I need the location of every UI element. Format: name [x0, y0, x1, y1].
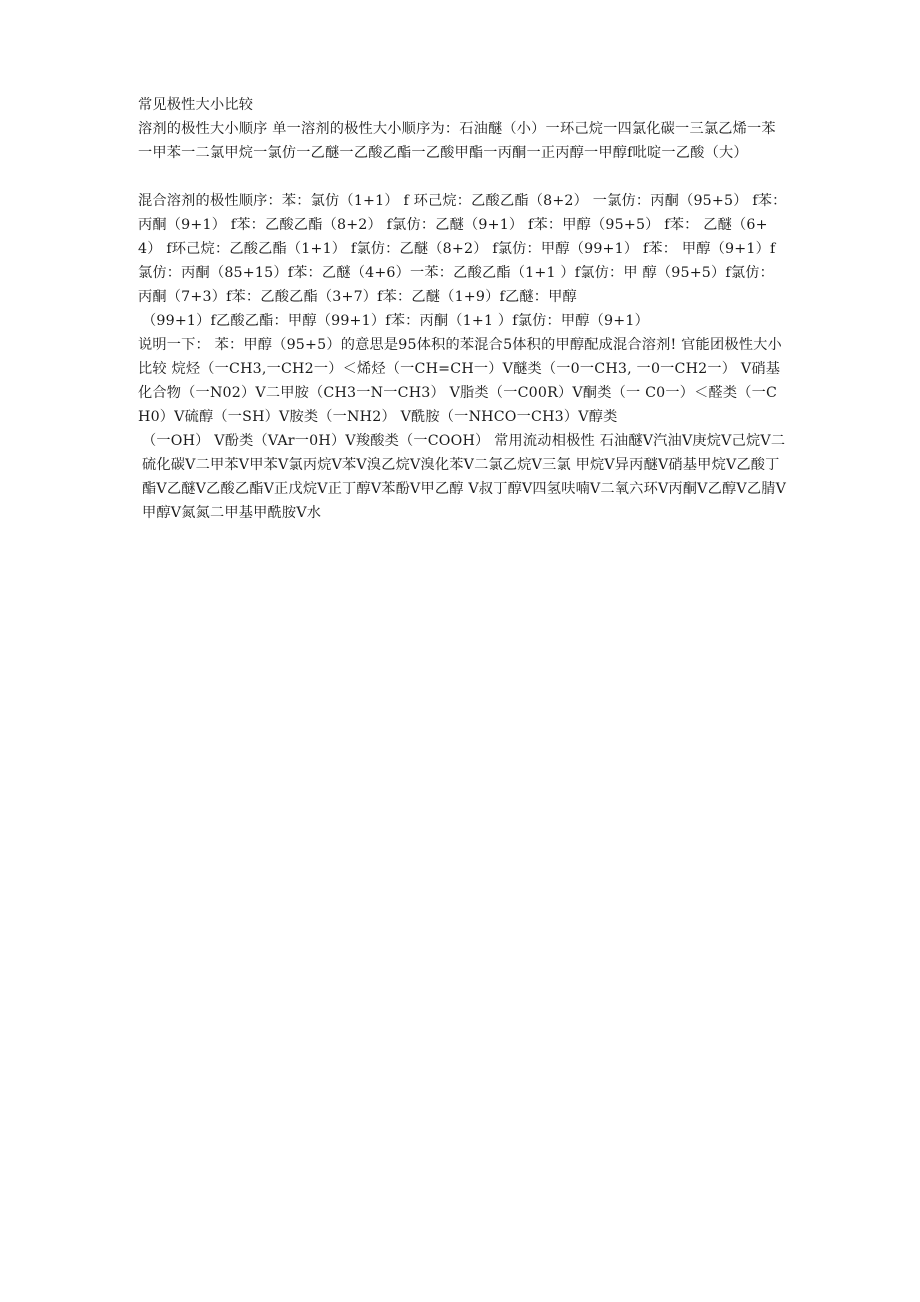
document-body — [138, 93, 788, 525]
paragraph-mixed-solvent: 混合溶剂的极性顺序：苯：氯仿（1+1） f 环己烷：乙酸乙酯（8+2） 一氯仿：丙酮（95+5） f苯：丙酮（9+1） f苯：乙酸乙酯（8+2） f氯仿：乙醚（9+1） f苯：甲醇（95+5） f苯： 乙醚（6+4） f环己烷：乙酸乙酯（1+1） f氯仿：乙醚（8+2） f氯仿：甲醇（99+1） f苯： 甲醇（9+1）f氯仿：丙酮（85+15）f苯：乙醚（4+6）一苯：乙酸乙酯（1+1 ）f氯仿：甲 醇（95+5）f氯仿：丙酮（7+3）f苯：乙酸乙酯（3+7）f苯：乙醚（1+9）f乙醚：甲醇 — [138, 193, 787, 305]
document-title: 常见极性大小比较 — [138, 97, 254, 113]
paragraph-mobile-phase: （一OH） V酚类（VAr一0H）V羧酸类（一COOH） 常用流动相极性 石油醚V汽油V庚烷V己烷V二硫化碳V二甲苯V甲苯V氯丙烷V苯V溴乙烷V溴化苯V二氯乙烷V三氯 甲烷V异丙醚V硝基甲烷V乙酸丁酯V乙醚V乙酸乙酯V正戊烷V正丁醇V苯酚V甲乙醇 V叔丁醇V四氢呋喃V二氧六环V丙酮V乙醇V乙腈V甲醇V氮氮二甲基甲酰胺V水 — [142, 433, 787, 521]
paragraph-note: 说明一下： 苯：甲醇（95+5）的意思是95体积的苯混合5体积的甲醇配成混合溶剂! 官能团极性大小比较 烷烃（一CH3,一CH2一）＜烯烃（一CH=CH一）V醚类（一0一CH3, 一0一CH2一） V硝基化合物（一N02）V二甲胺（CH3一N一CH3） V脂类（一C00R）V酮类（一 C0一）＜醛类（一CH0）V硫醇（一SH）V胺类（一NH2） V酰胺（一NHCO一CH3）V醇类 — [138, 337, 782, 425]
paragraph-mixed-solvent-continued: （99+1）f乙酸乙酯：甲醇（99+1）f苯：丙酮（1+1 ）f氯仿：甲醇（9+1） — [142, 313, 649, 329]
paragraph-spacer — [138, 165, 788, 189]
paragraph-single-solvent: 溶剂的极性大小顺序 单一溶剂的极性大小顺序为：石油醚（小）一环己烷一四氯化碳一三氯乙烯一苯一甲苯一二氯甲烷一氯仿一乙醚一乙酸乙酯一乙酸甲酯一丙酮一正丙醇一甲醇f吡啶一乙酸（大） — [138, 121, 776, 161]
